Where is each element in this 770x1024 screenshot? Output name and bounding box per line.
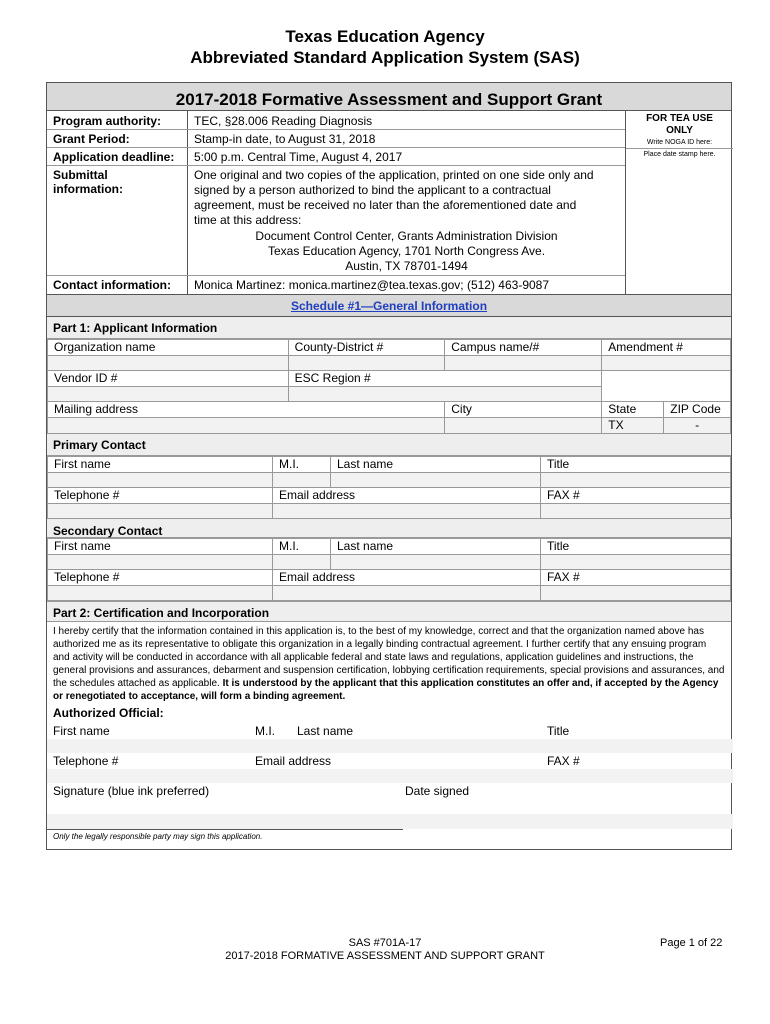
vendor-id-label: Vendor ID # bbox=[48, 371, 289, 387]
mi-field[interactable] bbox=[273, 555, 331, 570]
first-name-label: First name bbox=[48, 457, 273, 473]
fax-field[interactable] bbox=[541, 504, 731, 519]
certification-text: I hereby certify that the information contained in this application is, to the best of my knowledge, correct and that the organization named above has authorized me as its representative to obligate this organization in a legally binding contractual agreement. I further certify that any ensuing program and activity will be conducted in accordance with all applicable federal and state laws and regulations, application guidelines and instructions, the general provisions and assurances, debarment and suspension certification, lobbying certification requirements, special provisions and assurances, and the schedules attached as applicable. It is understood by the applicant that this application constitutes an offer and, if accepted by the Agency or renegotiated to acceptance, will form a binding agreement. bbox=[53, 626, 725, 702]
mailing-address-block: Document Control Center, Grants Administration Division Texas Education Agency, 1701 North Congress Ave. Austin, TX 78701-1494 bbox=[255, 229, 558, 273]
county-district-label: County-District # bbox=[288, 340, 445, 356]
vendor-id-field[interactable] bbox=[48, 387, 289, 402]
official-last-name-label: Last name bbox=[297, 724, 354, 738]
org-name-field[interactable] bbox=[48, 356, 289, 371]
form-title: 2017-2018 FORMATIVE ASSESSMENT AND SUPPORT GRANT bbox=[225, 950, 545, 962]
contact-info-value: Monica Martinez: monica.martinez@tea.texas.gov; (512) 463-9087 bbox=[194, 278, 550, 292]
mi-label: M.I. bbox=[273, 539, 331, 555]
esc-region-field[interactable] bbox=[288, 387, 602, 402]
signature-line bbox=[47, 829, 403, 830]
title-field[interactable] bbox=[541, 555, 731, 570]
zip-field[interactable]: - bbox=[664, 418, 731, 434]
schedule-link[interactable]: Schedule #1—General Information bbox=[290, 299, 488, 313]
fax-label: FAX # bbox=[541, 570, 731, 586]
telephone-field[interactable] bbox=[48, 586, 273, 601]
org-name-label: Organization name bbox=[48, 340, 289, 356]
authorized-official bbox=[47, 706, 731, 849]
signature-field[interactable] bbox=[47, 814, 733, 829]
last-name-field[interactable] bbox=[331, 555, 541, 570]
footnote: Only the legally responsible party may sign this application. bbox=[53, 832, 263, 841]
esc-region-label: ESC Region # bbox=[288, 371, 602, 387]
grant-title: 2017-2018 Formative Assessment and Support Grant bbox=[47, 83, 731, 111]
tea-use-title: FOR TEA USE ONLY bbox=[646, 113, 713, 136]
title-field[interactable] bbox=[541, 473, 731, 488]
blank-cell bbox=[602, 371, 731, 402]
form-number: SAS #701A-17 bbox=[348, 937, 422, 949]
primary-contact-title: Primary Contact bbox=[47, 434, 731, 456]
telephone-label: Telephone # bbox=[48, 570, 273, 586]
grant-period-value: Stamp-in date, to August 31, 2018 bbox=[194, 132, 376, 146]
program-authority-value: TEC, §28.006 Reading Diagnosis bbox=[194, 114, 373, 128]
city-field[interactable] bbox=[445, 418, 602, 434]
secondary-contact-title: Secondary Contact bbox=[47, 519, 731, 538]
title-label: Title bbox=[541, 457, 731, 473]
date-signed-label: Date signed bbox=[405, 784, 470, 798]
submittal-label-2: information: bbox=[53, 182, 123, 196]
official-fax-label: FAX # bbox=[547, 754, 580, 768]
authorized-official-title: Authorized Official: bbox=[53, 706, 164, 720]
noga-id: Write NOGA ID here: bbox=[626, 137, 733, 149]
first-name-label: First name bbox=[48, 539, 273, 555]
email-label: Email address bbox=[273, 488, 541, 504]
telephone-label: Telephone # bbox=[48, 488, 273, 504]
mailing-address-field[interactable] bbox=[48, 418, 445, 434]
deadline-label: Application deadline: bbox=[53, 150, 175, 164]
telephone-field[interactable] bbox=[48, 504, 273, 519]
last-name-field[interactable] bbox=[331, 473, 541, 488]
city-label: City bbox=[445, 402, 602, 418]
program-info bbox=[47, 111, 731, 295]
schedule-header bbox=[47, 295, 731, 317]
deadline-value: 5:00 p.m. Central Time, August 4, 2017 bbox=[194, 150, 403, 164]
mi-field[interactable] bbox=[273, 473, 331, 488]
submittal-label: Submittal bbox=[53, 168, 108, 182]
contact-info-label: Contact information: bbox=[53, 278, 171, 292]
part2-title: Part 2: Certification and Incorporation bbox=[47, 601, 731, 622]
mailing-address-label: Mailing address bbox=[48, 402, 445, 418]
zip-label: ZIP Code bbox=[664, 402, 731, 418]
official-email-label: Email address bbox=[255, 754, 332, 768]
system-title: Abbreviated Standard Application System (SAS) bbox=[190, 48, 580, 67]
application-form bbox=[46, 82, 732, 850]
signature-label: Signature (blue ink preferred) bbox=[53, 784, 210, 798]
email-label: Email address bbox=[273, 570, 541, 586]
agency-title: Texas Education Agency bbox=[285, 27, 485, 46]
email-field[interactable] bbox=[273, 586, 541, 601]
secondary-contact-table bbox=[47, 538, 731, 601]
fax-field[interactable] bbox=[541, 586, 731, 601]
official-telephone-label: Telephone # bbox=[53, 754, 119, 768]
last-name-label: Last name bbox=[331, 457, 541, 473]
applicant-info-table bbox=[47, 339, 731, 434]
program-authority-label: Program authority: bbox=[53, 114, 162, 128]
primary-contact-table bbox=[47, 456, 731, 519]
official-mi-label: M.I. bbox=[255, 724, 275, 738]
submittal-info: One original and two copies of the application, printed on one side only and signed by a person authorized to bind the applicant to a contractual agreement, must be received no later than the aforementioned date and time at this address: bbox=[194, 168, 594, 227]
county-district-field[interactable] bbox=[288, 356, 445, 371]
date-stamp: Place date stamp here. bbox=[643, 151, 716, 158]
fax-label: FAX # bbox=[541, 488, 731, 504]
title-label: Title bbox=[541, 539, 731, 555]
first-name-field[interactable] bbox=[48, 555, 273, 570]
part1-title: Part 1: Applicant Information bbox=[47, 317, 731, 339]
amendment-label: Amendment # bbox=[602, 340, 731, 356]
official-title-label: Title bbox=[547, 724, 570, 738]
page-number: Page 1 of 22 bbox=[660, 937, 723, 949]
amendment-field[interactable] bbox=[602, 356, 731, 371]
campus-label: Campus name/# bbox=[445, 340, 602, 356]
official-name-field[interactable] bbox=[47, 739, 733, 753]
last-name-label: Last name bbox=[331, 539, 541, 555]
email-field[interactable] bbox=[273, 504, 541, 519]
campus-field[interactable] bbox=[445, 356, 602, 371]
state-field[interactable]: TX bbox=[602, 418, 664, 434]
first-name-field[interactable] bbox=[48, 473, 273, 488]
tea-use-box bbox=[625, 111, 733, 295]
official-contact-field[interactable] bbox=[47, 769, 733, 783]
footer-center bbox=[0, 937, 770, 963]
grant-period-label: Grant Period: bbox=[53, 132, 130, 146]
official-first-name-label: First name bbox=[53, 724, 110, 738]
state-label: State bbox=[602, 402, 664, 418]
mi-label: M.I. bbox=[273, 457, 331, 473]
